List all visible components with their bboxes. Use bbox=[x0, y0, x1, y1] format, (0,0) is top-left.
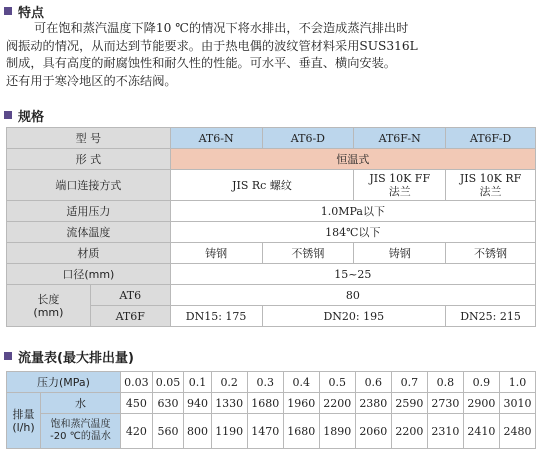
cond-cell: 1190 bbox=[211, 414, 247, 449]
pressure-cell: 0.03 bbox=[121, 372, 153, 393]
water-label: 水 bbox=[41, 393, 121, 414]
port-ff-line: JIS 10K FF bbox=[369, 172, 431, 185]
length-at6f-value: DN15: 175 bbox=[170, 306, 262, 327]
pressure-cell: 0.2 bbox=[211, 372, 247, 393]
spec-heading bbox=[4, 106, 44, 124]
cond-cell: 2200 bbox=[391, 414, 427, 449]
water-cell: 2200 bbox=[319, 393, 355, 414]
water-cell: 3010 bbox=[499, 393, 535, 414]
pressure-value: 1.0MPa以下 bbox=[170, 201, 535, 222]
cond-cell: 800 bbox=[184, 414, 211, 449]
fluid-temp-value: 184℃以下 bbox=[170, 222, 535, 243]
port-rc: JIS Rc 螺纹 bbox=[170, 170, 354, 201]
cond-cell: 1680 bbox=[283, 414, 319, 449]
water-cell: 1680 bbox=[247, 393, 283, 414]
pressure-cell: 0.7 bbox=[391, 372, 427, 393]
features-line: 可在饱和蒸汽温度下降10 ℃的情况下将水排出，不会造成蒸汽排出时 bbox=[34, 21, 409, 35]
port-rf-line: 法兰 bbox=[479, 185, 502, 198]
pressure-cell: 0.4 bbox=[283, 372, 319, 393]
flow-title: 流量表(最大排出量) bbox=[18, 350, 134, 366]
table-row bbox=[7, 393, 536, 414]
spec-title: 规格 bbox=[18, 109, 45, 125]
water-cell: 2900 bbox=[463, 393, 499, 414]
table-row bbox=[7, 201, 536, 222]
water-cell: 630 bbox=[152, 393, 184, 414]
model-cell: AT6F-N bbox=[354, 128, 446, 149]
water-cell: 1330 bbox=[211, 393, 247, 414]
cond-cell: 560 bbox=[152, 414, 184, 449]
port-rf-line: JIS 10K RF bbox=[459, 172, 522, 185]
flow-heading bbox=[4, 347, 134, 365]
pressure-cell: 0.05 bbox=[152, 372, 184, 393]
pressure-label: 适用压力 bbox=[7, 201, 171, 222]
water-cell: 2380 bbox=[355, 393, 391, 414]
table-row bbox=[7, 149, 536, 170]
cond-label-line: 饱和蒸汽温度 bbox=[50, 419, 111, 430]
model-label: 型 号 bbox=[7, 128, 171, 149]
cond-label bbox=[41, 414, 121, 449]
features-line: 制成，具有高度的耐腐蚀性和耐久性的性能。可水平、垂直、横向安装。 bbox=[6, 56, 396, 70]
discharge-label bbox=[7, 393, 41, 449]
model-cell: AT6-N bbox=[170, 128, 262, 149]
table-row bbox=[7, 264, 536, 285]
length-at6-value: 80 bbox=[170, 285, 535, 306]
material-cell: 铸钢 bbox=[354, 243, 446, 264]
length-label-line: 长度 bbox=[37, 292, 60, 306]
water-cell: 450 bbox=[121, 393, 153, 414]
length-at6f-label: AT6F bbox=[90, 306, 170, 327]
bore-value: 15~25 bbox=[170, 264, 535, 285]
length-at6f-value: DN25: 215 bbox=[446, 306, 536, 327]
discharge-label-line: (l/h) bbox=[12, 420, 35, 434]
material-label: 材质 bbox=[7, 243, 171, 264]
water-cell: 1960 bbox=[283, 393, 319, 414]
pressure-cell: 0.8 bbox=[427, 372, 463, 393]
pressure-cell: 0.9 bbox=[463, 372, 499, 393]
length-label bbox=[7, 285, 91, 327]
fluid-temp-label: 流体温度 bbox=[7, 222, 171, 243]
cond-cell: 2310 bbox=[427, 414, 463, 449]
spec-table bbox=[6, 127, 536, 327]
features-line: 阀振动的情况，从而达到节能要求。由于热电偶的波纹管材料采用SUS316L bbox=[6, 38, 418, 53]
port-ff-line: 法兰 bbox=[388, 185, 411, 198]
cond-cell: 2480 bbox=[499, 414, 535, 449]
pressure-cell: 0.1 bbox=[184, 372, 211, 393]
table-row bbox=[7, 170, 536, 201]
port-label: 端口连接方式 bbox=[7, 170, 171, 201]
flow-table bbox=[6, 371, 536, 449]
discharge-label-line: 排量 bbox=[12, 407, 35, 421]
table-row bbox=[7, 222, 536, 243]
length-at6f-value: DN20: 195 bbox=[262, 306, 446, 327]
cond-cell: 420 bbox=[121, 414, 153, 449]
cond-cell: 1890 bbox=[319, 414, 355, 449]
cond-cell: 2060 bbox=[355, 414, 391, 449]
features-heading bbox=[4, 2, 44, 20]
table-row bbox=[7, 414, 536, 449]
features-title: 特点 bbox=[18, 5, 45, 21]
cond-label-line: -20 ℃的温水 bbox=[50, 431, 111, 442]
pressure-cell: 1.0 bbox=[499, 372, 535, 393]
port-rf bbox=[446, 170, 536, 201]
table-row bbox=[7, 285, 536, 306]
bore-label: 口径(mm) bbox=[7, 264, 171, 285]
pressure-cell: 0.5 bbox=[319, 372, 355, 393]
section-square-icon bbox=[4, 111, 12, 119]
water-cell: 2590 bbox=[391, 393, 427, 414]
table-row bbox=[7, 372, 536, 393]
form-value: 恒温式 bbox=[170, 149, 535, 170]
length-at6-label: AT6 bbox=[90, 285, 170, 306]
section-square-icon bbox=[4, 7, 12, 15]
table-row bbox=[7, 243, 536, 264]
length-label-line: (mm) bbox=[33, 305, 64, 319]
features-paragraph bbox=[6, 20, 536, 90]
cond-cell: 1470 bbox=[247, 414, 283, 449]
material-cell: 不锈钢 bbox=[446, 243, 536, 264]
water-cell: 2730 bbox=[427, 393, 463, 414]
water-cell: 940 bbox=[184, 393, 211, 414]
model-cell: AT6F-D bbox=[446, 128, 536, 149]
section-square-icon bbox=[4, 352, 12, 360]
material-cell: 不锈钢 bbox=[262, 243, 354, 264]
pressure-cell: 0.6 bbox=[355, 372, 391, 393]
material-cell: 铸钢 bbox=[170, 243, 262, 264]
form-label: 形 式 bbox=[7, 149, 171, 170]
cond-cell: 2410 bbox=[463, 414, 499, 449]
table-row bbox=[7, 128, 536, 149]
features-line: 还有用于寒冷地区的不冻结阀。 bbox=[6, 73, 177, 88]
pressure-header: 压力(MPa) bbox=[7, 372, 121, 393]
pressure-cell: 0.3 bbox=[247, 372, 283, 393]
port-ff bbox=[354, 170, 446, 201]
model-cell: AT6-D bbox=[262, 128, 354, 149]
